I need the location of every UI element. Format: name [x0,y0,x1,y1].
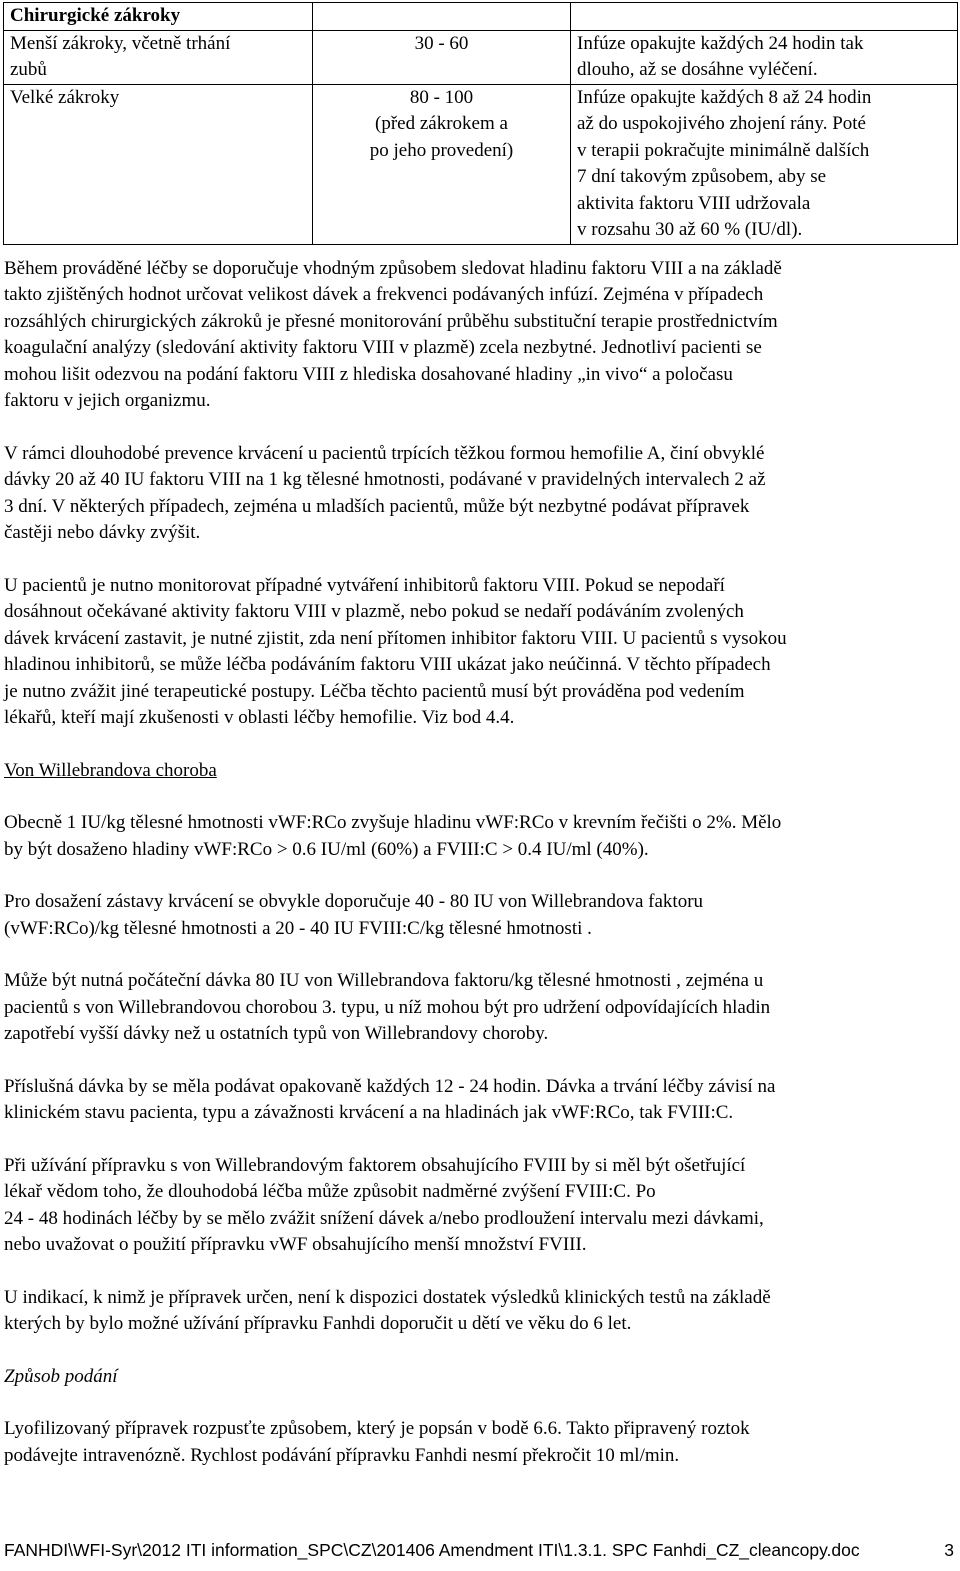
cell-line: 30 - 60 [414,32,469,54]
paragraph-line: Způsob podání [4,1365,118,1387]
paragraph-line: (vWF:RCo)/kg tělesné hmotnosti a 20 - 40 IU FVIII:C/kg tělesné hmotnosti . [4,917,592,939]
paragraph-line: Při užívání přípravku s von Willebrandovým faktorem obsahujícího FVIII by si měl být ošetřující [4,1154,746,1176]
paragraph-line: Von Willebrandova choroba [4,759,217,781]
paragraph-line: podávejte intravenózně. Rychlost podávání přípravku Fanhdi nesmí překročit 10 ml/min. [4,1444,680,1466]
paragraph-line: Může být nutná počáteční dávka 80 IU von Willebrandova faktoru/kg tělesné hmotnosti , zejména u [4,970,764,991]
factor-level-cell [313,84,571,244]
paragraph-line: 24 - 48 hodinách léčby by se mělo zvážit snížení dávek a/nebo prodloužení intervalu mezi dávkami, [4,1207,764,1229]
paragraph-line: U indikací, k nimž je přípravek určen, není k dispozici dostatek výsledků klinických testů na základě [4,1286,771,1308]
procedure-cell [4,30,313,84]
paragraph-line: Obecně 1 IU/kg tělesné hmotnosti vWF:RCo zvyšuje hladinu vWF:RCo v krevním řečišti o 2%. Mělo [4,812,782,833]
page-number: 3 [944,1540,954,1560]
paragraph [4,810,956,863]
paragraph [4,1153,956,1259]
paragraph [4,573,956,732]
dosage-table [3,2,958,245]
paragraph-line: je nutno zvážit jiné terapeutické postupy. Léčba těchto pacientů musí být prováděna pod vedením [4,680,745,702]
cell-line: Velké zákroky [10,86,120,108]
cell-line: Menší zákroky, včetně trhání [10,32,231,54]
paragraph-line: klinickém stavu pacienta, typu a závažnosti krvácení a na hladinách jak vWF:RCo, tak FVIII:C. [4,1102,734,1123]
procedure-cell [4,84,313,244]
table-header-empty-cell [313,3,571,31]
paragraph-line: faktoru v jejich organizmu. [4,390,211,411]
cell-line: 80 - 100 [409,86,474,108]
paragraph-line: rozsáhlých chirurgických zákroků je přesné monitorování průběhu substituční terapie prostřednictvím [4,310,778,332]
factor-level-cell [313,30,571,84]
cell-line: až do uspokojivého zhojení rány. Poté [577,113,866,134]
paragraph-line: lékařů, kteří mají zkušenosti v oblasti léčby hemofilie. Viz bod 4.4. [4,707,515,728]
cell-line: Infúze opakujte každých 8 až 24 hodin [577,86,872,108]
paragraph-line: Během prováděné léčby se doporučuje vhodným způsobem sledovat hladinu faktoru VIII a na základě [4,257,782,279]
cell-line: v terapii pokračujte minimálně dalších [577,139,870,161]
table-header-empty-cell [571,3,958,31]
paragraph-line: pacientů s von Willebrandovou chorobou 3. typu, u níž mohou být pro udržení odpovídajících hladin [4,996,771,1018]
paragraph-line: lékař vědom toho, že dlouhodobá léčba může způsobit nadměrné zvýšení FVIII:C. Po [4,1181,656,1202]
cell-line: 7 dní takovým způsobem, aby se [577,166,827,187]
cell-line: v rozsahu 30 až 60 % (IU/dl). [577,219,803,240]
paragraph-line: kterých by bylo možné užívání přípravku Fanhdi doporučit u dětí ve věku do 6 let. [4,1313,632,1334]
table-row [4,84,958,244]
paragraph [4,1285,956,1338]
paragraph-line: Lyofilizovaný přípravek rozpusťte způsobem, který je popsán v bodě 6.6. Takto připravený roztok [4,1418,750,1439]
section-heading [4,758,956,785]
cell-line: Infúze opakujte každých 24 hodin tak [577,32,864,54]
paragraph-line: Pro dosažení zástavy krvácení se obvykle doporučuje 40 - 80 IU von Willebrandova faktoru [4,891,704,912]
paragraph [4,1074,956,1127]
dosing-note-cell [571,84,958,244]
paragraph [4,889,956,942]
paragraph-line: dosáhnout očekávané aktivity faktoru VIII v plazmě, nebo pokud se nedaří podáváním zvolených [4,601,744,622]
paragraph-line: mohou lišit odezvou na podání faktoru VIII z hlediska dosahované hladiny „in vivo“ a poločasu [4,363,733,385]
paragraph-line: koagulační analýzy (sledování aktivity faktoru VIII v plazmě) zcela nezbytné. Jednotliví pacienti se [4,337,762,358]
table-header-row [4,3,958,31]
paragraph-line: dávek krvácení zastavit, je nutné zjistit, zda není přítomen inhibitor faktoru VIII. U pacientů s vysokou [4,627,787,649]
document-page [4,2,956,1469]
cell-line: po jeho provedení) [369,139,514,161]
paragraph-line: nebo uvažovat o použití přípravku vWF obsahujícího menší množství FVIII. [4,1234,587,1255]
paragraph [4,1416,956,1469]
paragraph-line: takto zjištěných hodnot určovat velikost dávek a frekvenci podávaných infúzí. Zejména v případech [4,284,764,305]
dosing-note-cell [571,30,958,84]
paragraph-line: hladinou inhibitorů, se může léčba podáváním faktoru VIII ukázat jako neúčinná. V těchto případech [4,654,771,675]
paragraph-line: by být dosaženo hladiny vWF:RCo > 0.6 IU/ml (60%) a FVIII:C > 0.4 IU/ml (40%). [4,838,649,860]
paragraph-line: V rámci dlouhodobé prevence krvácení u pacientů trpících těžkou formou hemofilie A, činí obvyklé [4,442,765,464]
paragraph-line: zapotřebí vyšší dávky než u ostatních typů von Willebrandovy choroby. [4,1023,549,1044]
paragraph-line: U pacientů je nutno monitorovat případné vytváření inhibitorů faktoru VIII. Pokud se nepodaří [4,574,725,596]
cell-line: dlouho, až se dosáhne vyléčení. [577,59,818,80]
cell-line: aktivita faktoru VIII udržovala [577,192,811,214]
table-row [4,30,958,84]
cell-line: (před zákrokem a [375,113,508,134]
section-heading [4,1364,956,1391]
document-body [4,256,956,1470]
paragraph [4,441,956,547]
cell-line: zubů [10,59,47,80]
paragraph-line: 3 dní. V některých případech, zejména u mladších pacientů, může být nezbytné podávat přípravek [4,495,750,517]
paragraph-line: častěji nebo dávky zvýšit. [4,522,201,543]
paragraph [4,256,956,415]
table-section-header: Chirurgické zákroky [4,3,313,31]
paragraph-line: Příslušná dávka by se měla podávat opakovaně každých 12 - 24 hodin. Dávka a trvání léčby závisí na [4,1075,776,1097]
paragraph [4,968,956,1048]
footer-file-path: FANHDI\WFI-Syr\2012 ITI information_SPC\CZ\201406 Amendment ITI\1.3.1. SPC Fanhdi_CZ_cleancopy.doc [4,1540,860,1560]
paragraph-line: dávky 20 až 40 IU faktoru VIII na 1 kg tělesné hmotnosti, podávané v pravidelných intervalech 2 až [4,469,766,490]
